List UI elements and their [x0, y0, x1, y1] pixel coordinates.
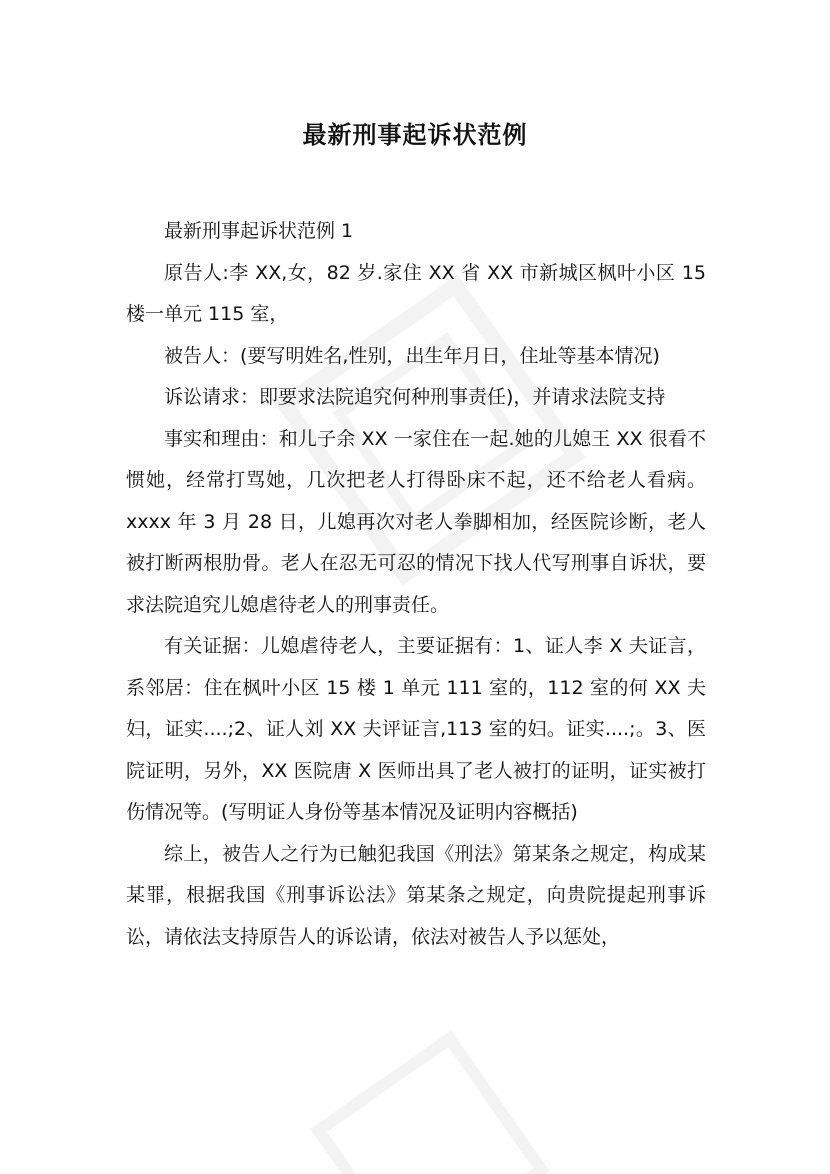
page-title: 最新刑事起诉状范例 — [302, 121, 528, 149]
section-heading: 最新刑事起诉状范例 1 — [164, 220, 354, 242]
paragraph-plaintiff: 原告人:李 XX,女，82 岁.家住 XX 省 XX 市新城区枫叶小区 15 楼一单元 115 室， — [126, 261, 706, 325]
paragraph-conclusion: 综上，被告人之行为已触犯我国《刑法》第某条之规定，构成某某罪，根据我国《刑事诉讼法》第某条之规定，向贵院提起刑事诉讼，请依法支持原告人的诉讼请，依法对被告人予以惩处， — [126, 842, 706, 948]
paragraph-evidence: 有关证据：儿媳虐待老人，主要证据有：1、证人李 X 夫证言，系邻居：住在枫叶小区 15 楼 1 单元 111 室的，112 室的何 XX 夫妇，证实....;2、证人刘 XX 夫评证言,113 室的妇。证实....;。3、医院证明，另外，XX 医院唐 X 医师出具了老人被打的证明，证实被打伤情况等。(写明证人身份等基本情况及证明内容概括) — [126, 635, 706, 823]
document-body — [126, 211, 706, 958]
paragraph-facts: 事实和理由：和儿子余 XX 一家住在一起.她的儿媳王 XX 很看不惯她，经常打骂她，几次把老人打得卧床不起，还不给老人看病。xxxx 年 3 月 28 日，儿媳再次对老人拳脚相加，经医院诊断，老人被打断两根肋骨。老人在忍无可忍的情况下找人代写刑事自诉状，要求法院追究儿媳虐待老人的刑事责任。 — [126, 427, 706, 616]
watermark-icon — [291, 1011, 570, 1174]
paragraph-defendant: 被告人：(要写明姓名,性别，出生年月日，住址等基本情况) — [164, 344, 660, 367]
paragraph-claims: 诉讼请求：即要求法院追究何种刑事责任)，并请求法院支持 — [164, 386, 666, 408]
